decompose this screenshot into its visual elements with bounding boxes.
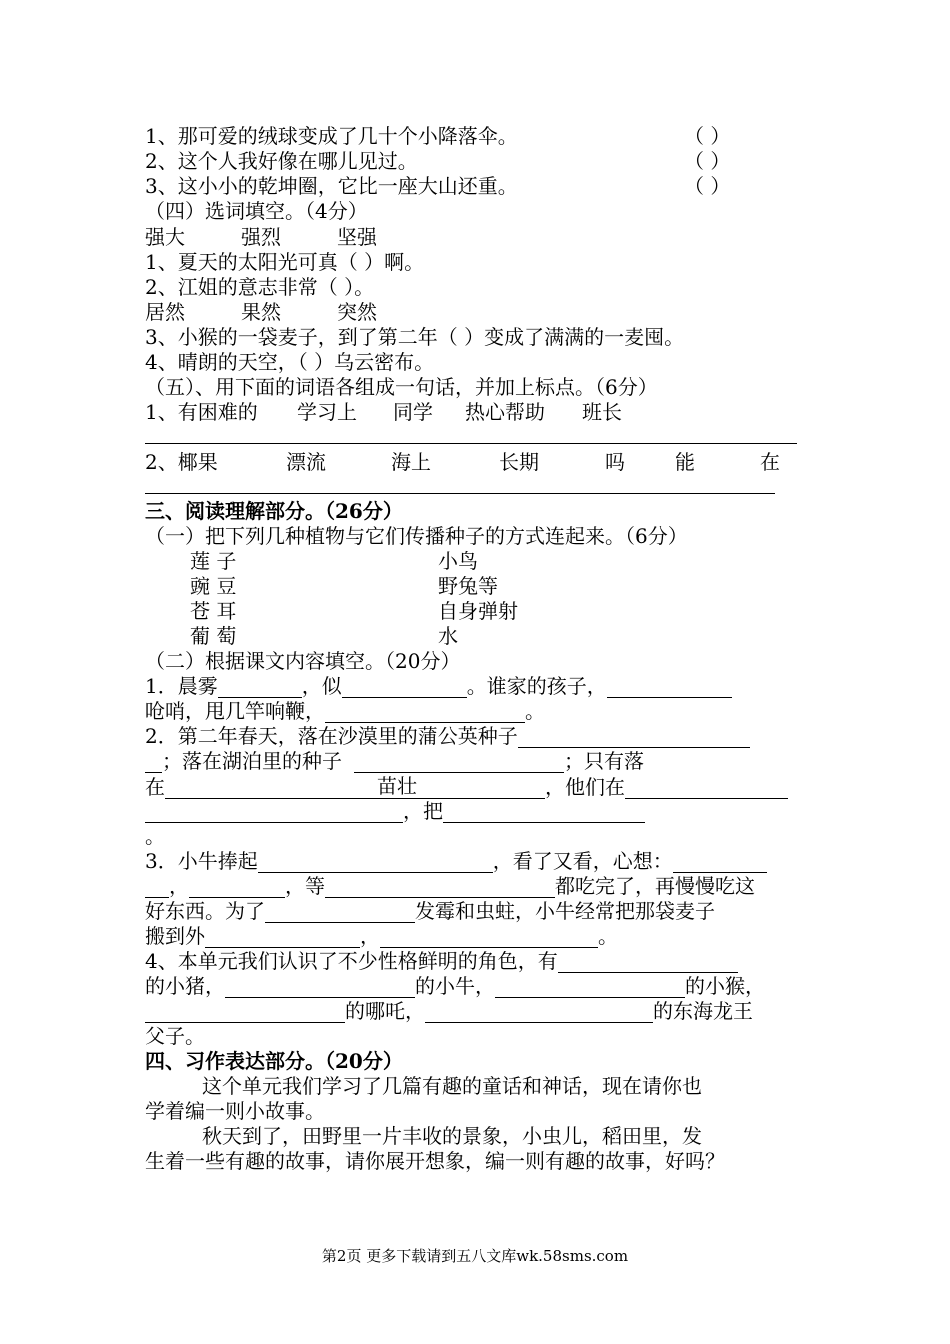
word: 学习上 bbox=[297, 400, 357, 424]
fill3-line2: ， ，等 都吃完了，再慢慢吃这 bbox=[145, 874, 755, 898]
fill-q2: 2、江姐的意志非常（ ）。 bbox=[145, 275, 375, 299]
word: 坚强 bbox=[337, 225, 377, 249]
part1-title: （一）把下列几种植物与它们传播种子的方式连起来。（6分） bbox=[145, 524, 688, 548]
sentence-words-1 bbox=[145, 400, 622, 424]
fill4-line2: 的小猪， 的小牛， 的小猴， bbox=[145, 974, 765, 998]
blank[interactable] bbox=[145, 1002, 345, 1023]
answer-line-2[interactable] bbox=[145, 493, 775, 494]
plant-2[interactable]: 豌 豆 bbox=[190, 574, 237, 598]
blank[interactable] bbox=[218, 677, 302, 698]
blank[interactable] bbox=[443, 802, 645, 823]
fill1-line2: 呛哨，甩几竿响鞭， 。 bbox=[145, 699, 545, 723]
blank[interactable] bbox=[380, 927, 598, 948]
fill4-line1: 4、本单元我们认识了不少性格鲜明的角色，有 bbox=[145, 949, 738, 973]
word: 果然 bbox=[241, 300, 281, 324]
judge-paren-1[interactable]: （ ） bbox=[684, 124, 731, 148]
blank[interactable] bbox=[265, 902, 415, 923]
fill2-line2: ；落在湖泊里的种子 ；只有落 bbox=[145, 749, 644, 773]
blank[interactable] bbox=[437, 778, 545, 799]
blank[interactable] bbox=[205, 927, 360, 948]
fill-q1: 1、夏天的太阳光可真（ ）啊。 bbox=[145, 250, 425, 274]
blank[interactable] bbox=[225, 977, 415, 998]
answer-line-1[interactable] bbox=[145, 443, 797, 444]
blank[interactable] bbox=[625, 778, 788, 799]
prompt-p2-l1: 秋天到了，田野里一片丰收的景象，小虫儿，稻田里，发 bbox=[202, 1124, 702, 1148]
fill-q4: 4、晴朗的天空，（ ）乌云密布。 bbox=[145, 350, 435, 374]
word-bank-b bbox=[145, 300, 377, 324]
method-4[interactable]: 水 bbox=[438, 624, 458, 648]
prompt-p1-l1: 这个单元我们学习了几篇有趣的童话和神话，现在请你也 bbox=[202, 1074, 702, 1098]
fill4-line3: 的哪吒， 的东海龙王 bbox=[145, 999, 753, 1023]
blank[interactable] bbox=[325, 877, 555, 898]
word: 强烈 bbox=[241, 225, 281, 249]
fill1-line1: 1．晨雾 ，似 。谁家的孩子， bbox=[145, 674, 732, 698]
fill-q3: 3、小猴的一袋麦子，到了第二年（ ）变成了满满的一麦囤。 bbox=[145, 325, 685, 349]
blank-strong: 苗壮 bbox=[377, 774, 437, 799]
word: 1、有困难的 bbox=[145, 400, 258, 424]
method-2[interactable]: 野兔等 bbox=[438, 574, 498, 598]
fill3-line1: 3．小牛捧起 ，看了又看，心想： bbox=[145, 849, 767, 873]
word-bank-a bbox=[145, 225, 377, 249]
sentence-words-2 bbox=[145, 450, 780, 474]
method-1[interactable]: 小鸟 bbox=[438, 549, 478, 573]
blank[interactable] bbox=[342, 677, 467, 698]
blank[interactable] bbox=[673, 852, 767, 873]
word: 漂流 bbox=[286, 450, 326, 474]
judge-paren-2[interactable]: （ ） bbox=[684, 149, 731, 173]
plant-4[interactable]: 葡 萄 bbox=[190, 624, 237, 648]
page-footer: 第2页 更多下载请到五八文库wk.58sms.com bbox=[321, 1247, 629, 1265]
part4-title: （四）选词填空。（4分） bbox=[145, 199, 368, 223]
word: 强大 bbox=[145, 225, 185, 249]
blank[interactable] bbox=[189, 877, 285, 898]
word: 海上 bbox=[391, 450, 431, 474]
fill4-line4: 父子。 bbox=[145, 1024, 205, 1048]
judge-item-3: 3、这小小的乾坤圈，它比一座大山还重。 bbox=[145, 174, 518, 198]
blank[interactable] bbox=[258, 852, 493, 873]
fill3-line4: 搬到外 ， 。 bbox=[145, 924, 618, 948]
fill2-line3: 在 苗壮 ，他们在 bbox=[145, 774, 788, 799]
word: 同学 bbox=[393, 400, 433, 424]
fill2-line1: 2．第二年春天，落在沙漠里的蒲公英种子 bbox=[145, 724, 750, 748]
part5-title: （五）、用下面的词语各组成一句话，并加上标点。（6分） bbox=[145, 375, 658, 399]
blank[interactable] bbox=[145, 802, 403, 823]
plant-3[interactable]: 苍 耳 bbox=[190, 599, 237, 623]
word: 热心帮助 bbox=[465, 400, 545, 424]
blank[interactable] bbox=[354, 752, 564, 773]
word: 吗 bbox=[605, 450, 625, 474]
part2-title: （二）根据课文内容填空。（20分） bbox=[145, 649, 461, 673]
blank[interactable] bbox=[425, 1002, 653, 1023]
prompt-p1-l2: 学着编一则小故事。 bbox=[145, 1099, 325, 1123]
word: 2、椰果 bbox=[145, 450, 218, 474]
blank[interactable] bbox=[325, 702, 525, 723]
word: 突然 bbox=[337, 300, 377, 324]
word: 长期 bbox=[499, 450, 539, 474]
word: 在 bbox=[760, 450, 780, 474]
judge-paren-3[interactable]: （ ） bbox=[684, 174, 731, 198]
blank[interactable] bbox=[145, 877, 169, 898]
fill3-line3: 好东西。为了 发霉和虫蛀，小牛经常把那袋麦子 bbox=[145, 899, 715, 923]
plant-1[interactable]: 莲 子 bbox=[190, 549, 237, 573]
blank[interactable] bbox=[607, 677, 732, 698]
section4-title: 四、习作表达部分。（20分） bbox=[145, 1049, 403, 1073]
word: 居然 bbox=[145, 300, 185, 324]
method-3[interactable]: 自身弹射 bbox=[438, 599, 518, 623]
section3-title: 三、阅读理解部分。（26分） bbox=[145, 499, 403, 523]
blank[interactable] bbox=[518, 727, 750, 748]
blank[interactable] bbox=[558, 952, 738, 973]
judge-item-1: 1、那可爱的绒球变成了几十个小降落伞。 bbox=[145, 124, 518, 148]
prompt-p2-l2: 生着一些有趣的故事，请你展开想象，编一则有趣的故事，好吗？ bbox=[145, 1149, 725, 1173]
fill2-line5: 。 bbox=[145, 824, 165, 848]
word: 班长 bbox=[582, 400, 622, 424]
fill2-line4: ，把 bbox=[145, 799, 645, 823]
blank[interactable] bbox=[145, 752, 162, 773]
word: 能 bbox=[675, 450, 695, 474]
blank[interactable] bbox=[495, 977, 685, 998]
judge-item-2: 2、这个人我好像在哪儿见过。 bbox=[145, 149, 418, 173]
blank[interactable] bbox=[165, 778, 377, 799]
